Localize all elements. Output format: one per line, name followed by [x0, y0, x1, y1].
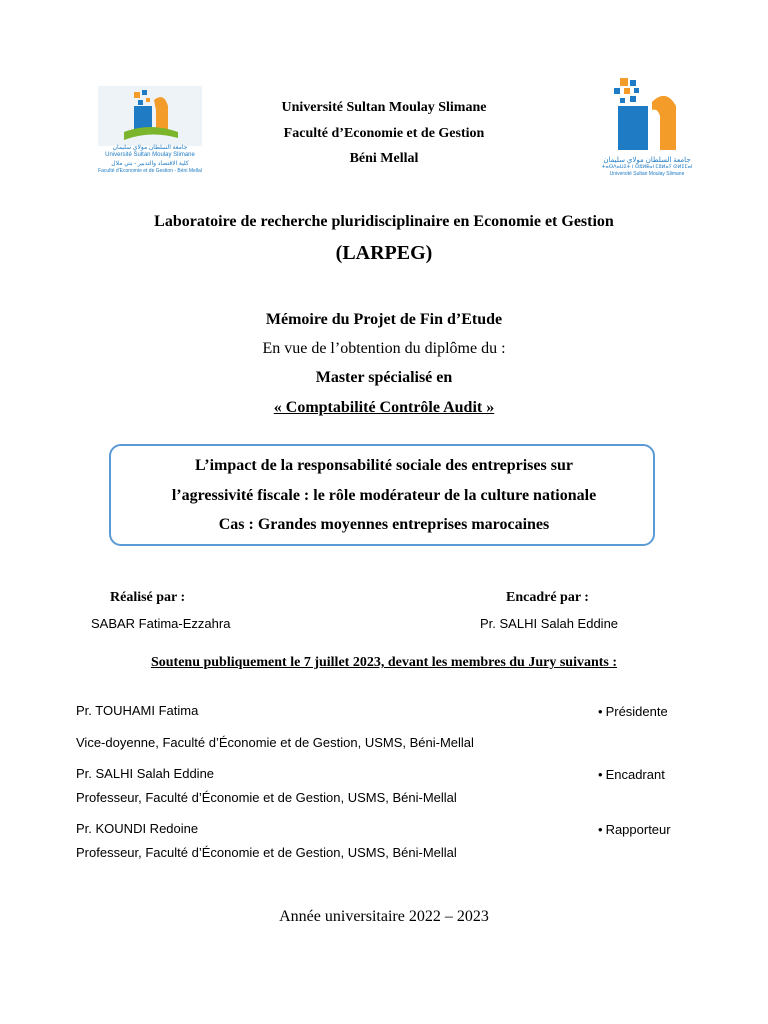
- jury-name-3: Pr. KOUNDI Redoine: [76, 821, 199, 836]
- logo-right-text-3: Université Sultan Moulay Slimane: [609, 171, 685, 177]
- logo-left-text-2: Université Sultan Moulay Slimane: [105, 152, 195, 158]
- supervisor-name: Pr. SALHI Salah Eddine: [480, 616, 619, 631]
- faculty-name: Faculté d’Economie et de Gestion: [283, 126, 485, 141]
- memoire-purpose: En vue de l’obtention du diplôme du :: [262, 340, 506, 357]
- thesis-title-line-2: l’agressivité fiscale : le rôle modérateur de la culture nationale: [171, 487, 597, 504]
- encadre-par-label: Encadré par :: [506, 590, 589, 605]
- academic-year: Année universitaire 2022 – 2023: [279, 908, 489, 925]
- logo-right-text-2: ⵜⴰⵙⴷⴰⵡⵉⵜ ⵏ ⵙⵓⵍⵟⴰⵏ ⵎⵓⵍⴰⵢ ⵙⵍⵉⵎⴰⵏ: [601, 164, 693, 170]
- degree-name: Master spécialisé en: [315, 369, 453, 386]
- realise-par-label: Réalisé par :: [110, 590, 186, 605]
- program-name: « Comptabilité Contrôle Audit »: [273, 399, 495, 416]
- laboratory-acronym: (LARPEG): [335, 242, 433, 264]
- laboratory-name: Laboratoire de recherche pluridisciplinaire en Economie et Gestion: [154, 213, 614, 230]
- jury-affiliation-3: Professeur, Faculté d’Économie et de Gestion, USMS, Béni-Mellal: [76, 845, 457, 860]
- logo-left-text-4: Faculté d'Economie et de Gestion - Béni Mellal: [98, 168, 202, 174]
- author-name: SABAR Fatima-Ezzahra: [91, 616, 231, 631]
- thesis-title-line-1: L’impact de la responsabilité sociale des entreprises sur: [195, 457, 573, 474]
- jury-affiliation-2: Professeur, Faculté d’Économie et de Gestion, USMS, Béni-Mellal: [76, 790, 457, 805]
- city-name: Béni Mellal: [349, 151, 419, 166]
- jury-role-3: • Rapporteur: [598, 822, 671, 837]
- jury-name-2: Pr. SALHI Salah Eddine: [76, 766, 215, 781]
- jury-affiliation-1: Vice-doyenne, Faculté d’Économie et de Gestion, USMS, Béni-Mellal: [76, 735, 474, 750]
- jury-role-2: • Encadrant: [598, 767, 665, 782]
- thesis-title-line-3: Cas : Grandes moyennes entreprises marocaines: [218, 516, 550, 533]
- jury-role-1: • Présidente: [598, 704, 668, 719]
- logo-left-text-3: كلية الاقتصاد والتدبير - بني ملال: [111, 161, 189, 167]
- soutenance-statement: Soutenu publiquement le 7 juillet 2023, devant les membres du Jury suivants :: [150, 655, 618, 670]
- logo-left-text-1: جامعة السلطان مولاي سليمان: [112, 145, 188, 151]
- logo-right-text-1: جامعة السلطان مولاي سليمان: [603, 157, 691, 164]
- memoire-title: Mémoire du Projet de Fin d’Etude: [265, 311, 503, 328]
- jury-name-1: Pr. TOUHAMI Fatima: [76, 703, 199, 718]
- university-name: Université Sultan Moulay Slimane: [281, 100, 487, 115]
